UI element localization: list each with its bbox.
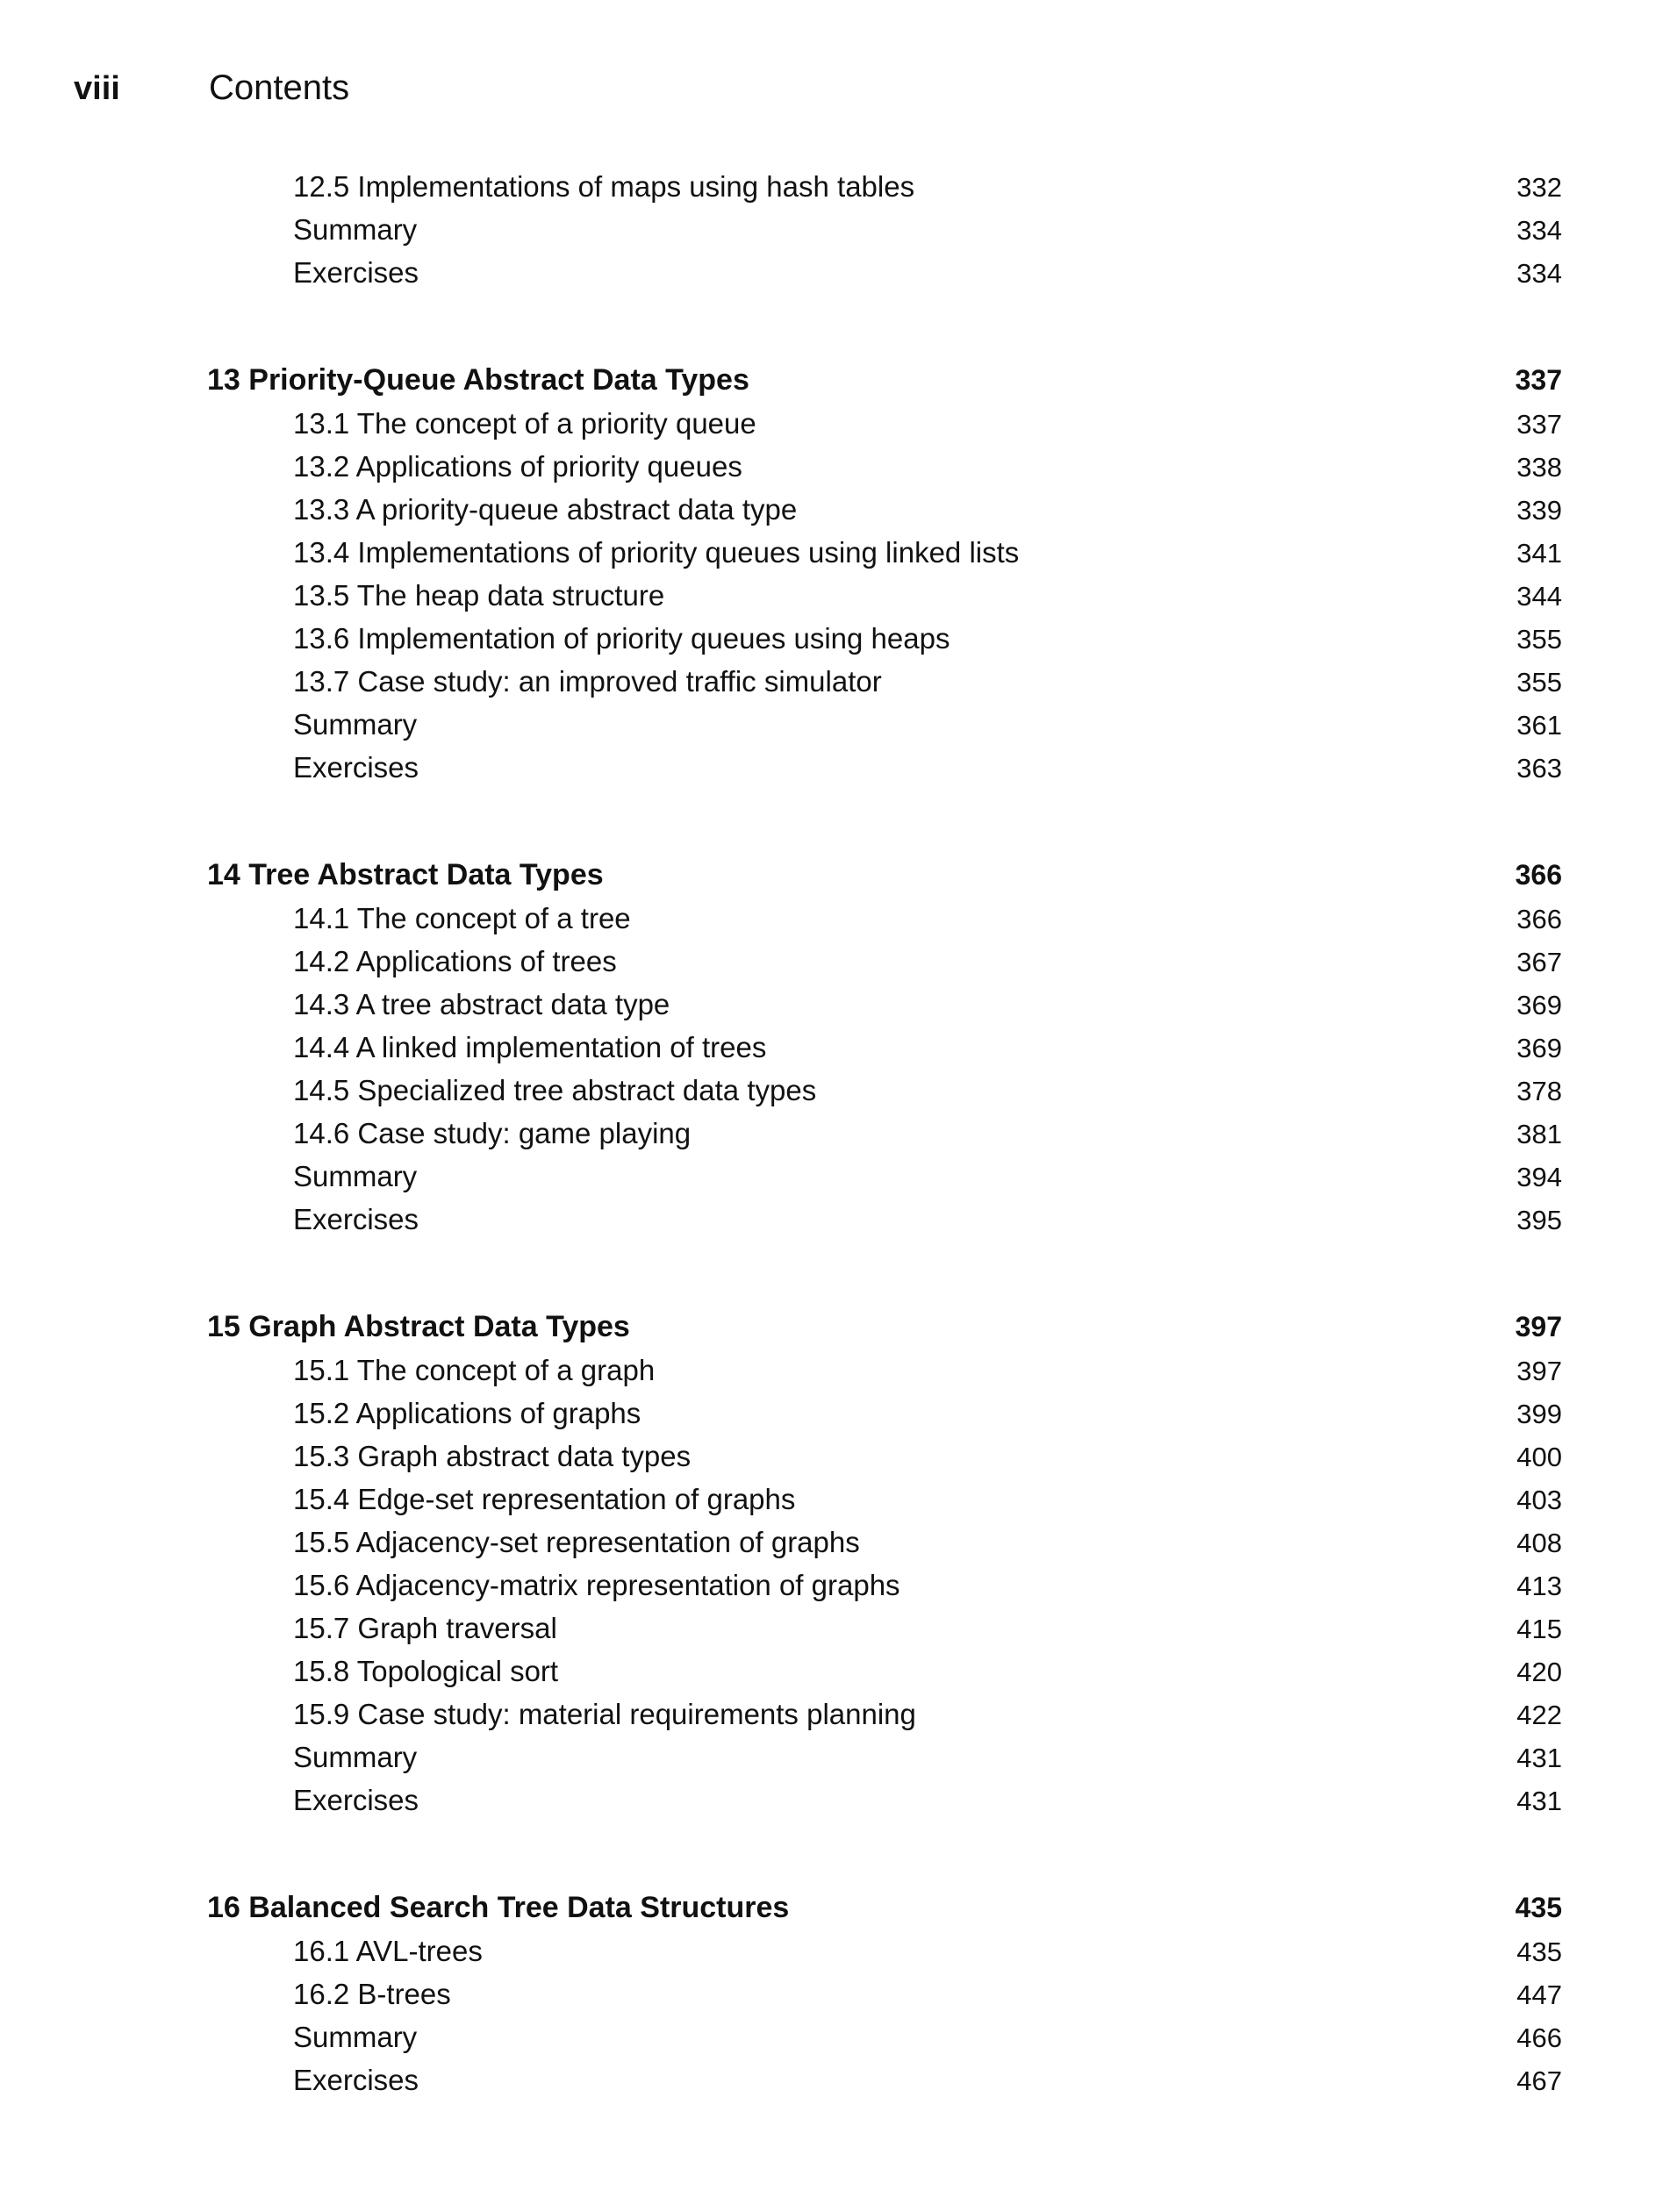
toc-entry-page-number: 355 [1516, 624, 1562, 655]
toc-entry-label: Exercises [293, 1203, 419, 1235]
toc-entry-label: 16.2 B-trees [293, 1978, 451, 2010]
toc-entry-page-number: 408 [1516, 1528, 1562, 1558]
toc-entry-label: 15.6 Adjacency-matrix representation of graphs [293, 1569, 900, 1601]
toc-entry [207, 703, 1562, 746]
toc-entry-page-number: 366 [1516, 904, 1562, 934]
toc-entry-page-number: 341 [1516, 538, 1562, 569]
toc-entry-label: 15.4 Edge-set representation of graphs [293, 1483, 796, 1515]
toc-entry [207, 1112, 1562, 1155]
toc-entry [207, 897, 1562, 940]
toc-entry-page-number: 344 [1516, 581, 1562, 612]
toc-entry [207, 983, 1562, 1026]
toc-entry-page-number: 394 [1516, 1162, 1562, 1192]
toc-chapter-block [207, 854, 1562, 1241]
toc-entry-label: Summary [293, 1741, 418, 1773]
toc-entry-page-number: 399 [1516, 1399, 1562, 1429]
toc-entry [207, 402, 1562, 445]
toc-entry-page-number: 369 [1516, 1033, 1562, 1063]
page-folio: viii [74, 70, 120, 107]
running-head-title: Contents [209, 68, 350, 107]
toc-entry [207, 1198, 1562, 1241]
toc-entry [207, 531, 1562, 574]
toc-entry-page-number: 363 [1516, 753, 1562, 784]
toc-entry [207, 940, 1562, 983]
toc-entry-label: Exercises [293, 2064, 419, 2096]
toc-chapter-block [207, 359, 1562, 789]
toc-entry-label: 15.1 The concept of a graph [293, 1354, 656, 1386]
toc-entry [207, 1069, 1562, 1112]
toc-entry [207, 1478, 1562, 1521]
table-of-contents [207, 165, 1562, 2166]
toc-chapter-block [207, 1886, 1562, 2101]
toc-entry [207, 1392, 1562, 1435]
toc-entry-page-number: 378 [1516, 1076, 1562, 1106]
toc-entry-page-number: 334 [1516, 215, 1562, 246]
toc-entry-label: 13.3 A priority-queue abstract data type [293, 493, 798, 526]
toc-entry-page-number: 435 [1516, 1936, 1562, 1967]
toc-entry-label: 15.7 Graph traversal [293, 1612, 557, 1644]
toc-entry [207, 2015, 1562, 2058]
toc-entry-page-number: 431 [1516, 1786, 1562, 1816]
toc-entry-label: 14.4 A linked implementation of trees [293, 1031, 767, 1063]
toc-entry-label: Exercises [293, 256, 419, 289]
toc-entry-page-number: 422 [1516, 1700, 1562, 1730]
toc-entry-label: 16.1 AVL-trees [293, 1935, 483, 1967]
chapter-title: 13 Priority-Queue Abstract Data Types [207, 363, 749, 397]
toc-entry [207, 746, 1562, 789]
toc-entry [207, 1693, 1562, 1736]
toc-entry-label: 14.3 A tree abstract data type [293, 988, 670, 1020]
toc-entry-page-number: 420 [1516, 1657, 1562, 1687]
toc-entry-label: 14.2 Applications of trees [293, 945, 617, 977]
toc-entry-label: 13.4 Implementations of priority queues using linked lists [293, 536, 1020, 569]
toc-entry-page-number: 403 [1516, 1485, 1562, 1515]
chapter-page-number: 435 [1515, 1892, 1562, 1923]
toc-entry [207, 208, 1562, 251]
toc-chapter-heading [207, 854, 1562, 897]
toc-entry-page-number: 332 [1516, 172, 1562, 203]
toc-entry-page-number: 397 [1516, 1356, 1562, 1386]
chapter-title: 14 Tree Abstract Data Types [207, 858, 604, 891]
toc-entry-label: 12.5 Implementations of maps using hash tables [293, 170, 915, 203]
toc-entry [207, 1736, 1562, 1779]
toc-entry-page-number: 415 [1516, 1614, 1562, 1644]
toc-entry [207, 2058, 1562, 2101]
toc-entry-page-number: 338 [1516, 452, 1562, 483]
toc-entry-label: 13.6 Implementation of priority queues using heaps [293, 622, 950, 655]
toc-entry-page-number: 400 [1516, 1442, 1562, 1472]
toc-entry [207, 1026, 1562, 1069]
toc-entry [207, 1650, 1562, 1693]
toc-entry-label: Summary [293, 1160, 418, 1192]
chapter-page-number: 366 [1515, 859, 1562, 891]
toc-entry [207, 1349, 1562, 1392]
toc-entry-label: 13.5 The heap data structure [293, 579, 665, 612]
toc-entry [207, 1564, 1562, 1607]
toc-entry [207, 165, 1562, 208]
toc-entry-page-number: 447 [1516, 1979, 1562, 2010]
toc-entry-page-number: 467 [1516, 2065, 1562, 2096]
chapter-title: 16 Balanced Search Tree Data Structures [207, 1891, 790, 1924]
toc-entry-page-number: 339 [1516, 495, 1562, 526]
toc-entry-label: Summary [293, 708, 418, 741]
toc-entry [207, 1607, 1562, 1650]
toc-entry-label: 13.2 Applications of priority queues [293, 450, 742, 483]
toc-entry [207, 574, 1562, 617]
chapter-title: 15 Graph Abstract Data Types [207, 1310, 630, 1343]
toc-chapter-block [207, 165, 1562, 294]
toc-entry-page-number: 381 [1516, 1119, 1562, 1149]
page-header [74, 68, 349, 112]
toc-entry-page-number: 466 [1516, 2022, 1562, 2053]
toc-entry-label: Exercises [293, 751, 419, 784]
toc-entry [207, 1435, 1562, 1478]
toc-entry-label: 14.1 The concept of a tree [293, 902, 631, 934]
toc-chapter-heading [207, 359, 1562, 402]
toc-entry-label: 15.9 Case study: material requirements planning [293, 1698, 916, 1730]
toc-entry [207, 617, 1562, 660]
toc-entry-page-number: 413 [1516, 1571, 1562, 1601]
toc-entry-label: 15.5 Adjacency-set representation of graphs [293, 1526, 860, 1558]
toc-chapter-heading [207, 1306, 1562, 1349]
toc-entry-label: 14.5 Specialized tree abstract data types [293, 1074, 817, 1106]
toc-entry-page-number: 369 [1516, 990, 1562, 1020]
toc-entry-label: Summary [293, 213, 418, 246]
toc-entry-label: Summary [293, 2021, 418, 2053]
toc-entry-page-number: 395 [1516, 1205, 1562, 1235]
toc-entry [207, 1972, 1562, 2015]
toc-entry-label: 13.7 Case study: an improved traffic simulator [293, 665, 882, 698]
toc-entry [207, 1521, 1562, 1564]
toc-entry [207, 488, 1562, 531]
toc-entry-page-number: 367 [1516, 947, 1562, 977]
toc-entry-page-number: 355 [1516, 667, 1562, 698]
toc-chapter-heading [207, 1886, 1562, 1929]
toc-entry-label: 15.3 Graph abstract data types [293, 1440, 692, 1472]
toc-entry [207, 1155, 1562, 1198]
chapter-page-number: 397 [1515, 1311, 1562, 1342]
toc-chapter-block [207, 1306, 1562, 1822]
toc-entry-page-number: 361 [1516, 710, 1562, 741]
toc-entry [207, 251, 1562, 294]
toc-entry-label: 15.8 Topological sort [293, 1655, 559, 1687]
toc-entry-label: 14.6 Case study: game playing [293, 1117, 692, 1149]
toc-entry [207, 1929, 1562, 1972]
toc-entry [207, 660, 1562, 703]
toc-entry-page-number: 431 [1516, 1743, 1562, 1773]
toc-entry-label: 13.1 The concept of a priority queue [293, 407, 756, 440]
toc-entry-label: Exercises [293, 1784, 419, 1816]
toc-entry-page-number: 337 [1516, 409, 1562, 440]
toc-entry-label: 15.2 Applications of graphs [293, 1397, 641, 1429]
chapter-page-number: 337 [1515, 364, 1562, 396]
toc-entry-page-number: 334 [1516, 258, 1562, 289]
toc-entry [207, 445, 1562, 488]
toc-entry [207, 1779, 1562, 1822]
